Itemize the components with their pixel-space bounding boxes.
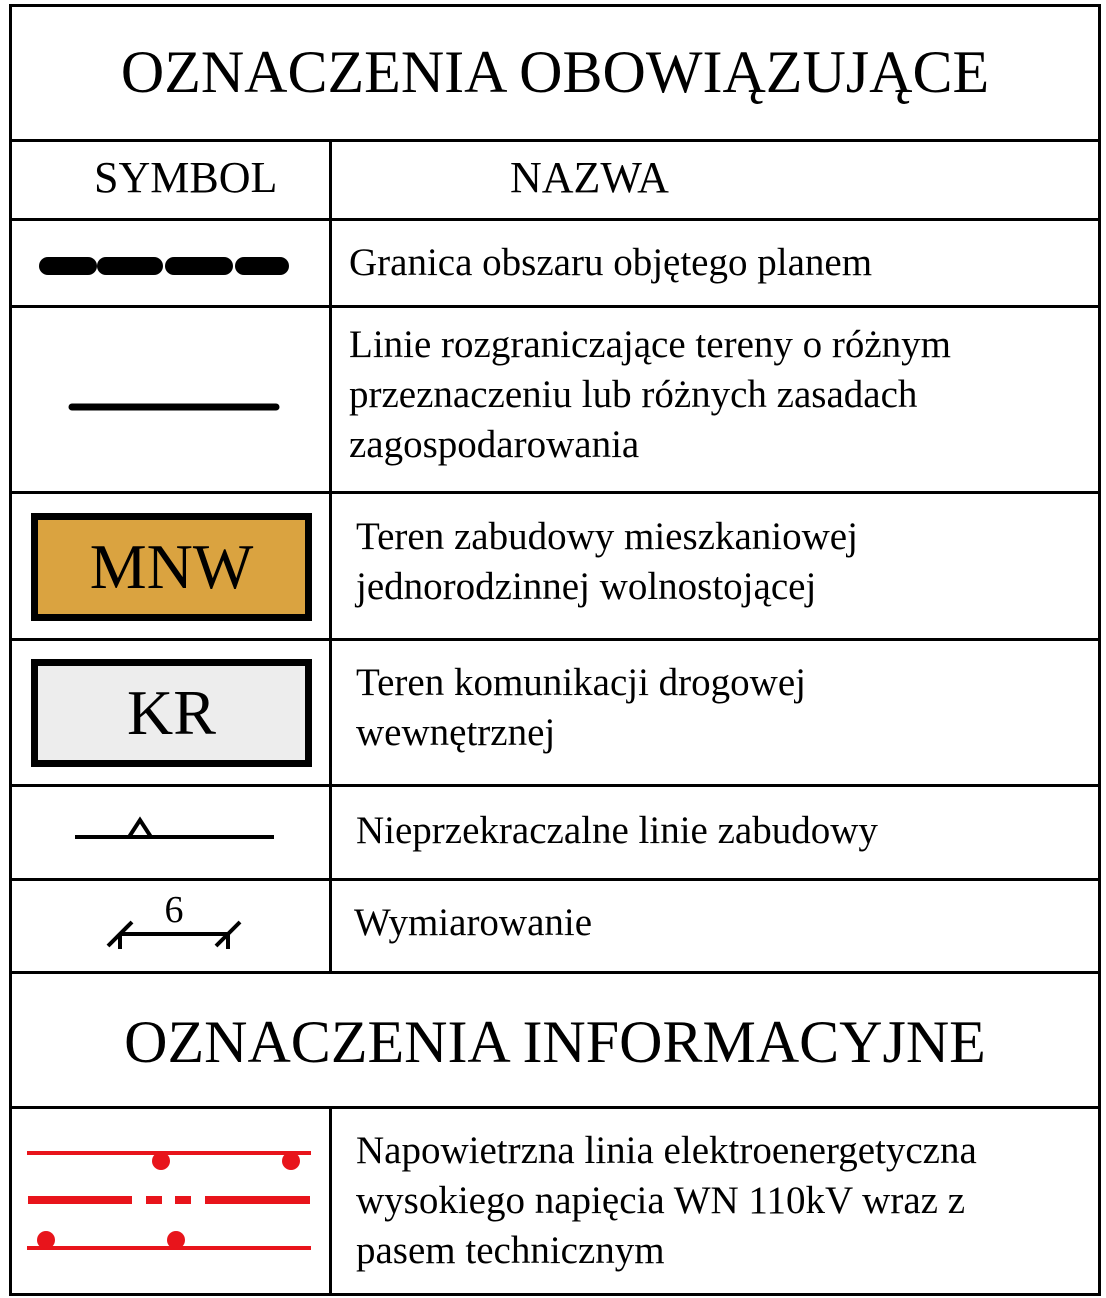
row-name: Napowietrzna linia elektroenergetyczna wysokiego napięcia WN 110kV wraz z pasem technicznym	[356, 1129, 977, 1272]
section-title-informative: OZNACZENIA INFORMACYJNE	[124, 1009, 986, 1075]
row-name: Teren zabudowy mieszkaniowej jednorodzinnej wolnostojącej	[356, 515, 858, 608]
mnw-symbol: MNW	[31, 513, 312, 621]
header-name: NAZWA	[510, 153, 669, 202]
building-line-symbol	[75, 820, 274, 837]
row-name: Teren komunikacji drogowej wewnętrznej	[356, 661, 806, 754]
row-name: Wymiarowanie	[354, 901, 593, 944]
header-symbol: SYMBOL	[94, 153, 278, 202]
power-line-symbol	[27, 1152, 311, 1249]
dimension-value: 6	[164, 889, 184, 931]
section-title-obligatory: OZNACZENIA OBOWIĄZUJĄCE	[120, 39, 990, 105]
kr-symbol: KR	[31, 659, 312, 767]
row-name: Nieprzekraczalne linie zabudowy	[356, 809, 878, 852]
row-name: Linie rozgraniczające tereny o różnym przeznaczeniu lub różnych zasadach zagospodarowania	[349, 323, 952, 466]
row-name: Granica obszaru objętego planem	[349, 241, 873, 284]
